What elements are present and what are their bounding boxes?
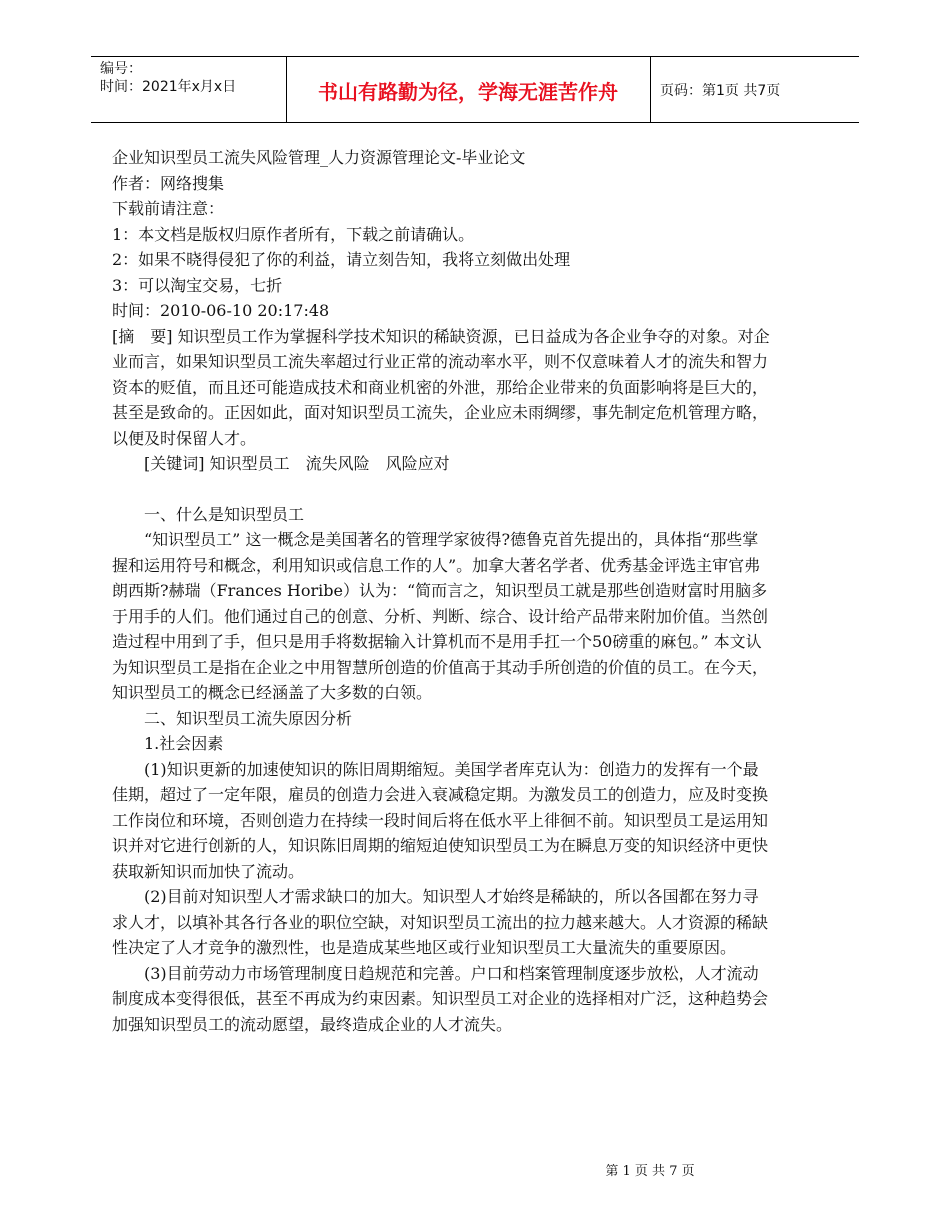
doc-time: 时间：2010-06-10 20:17:48 <box>112 301 330 320</box>
footer-page-number: 第 1 页 共 7 页 <box>605 1164 695 1179</box>
header-number-label: 编号： <box>100 61 142 77</box>
header-motto: 书山有路勤为径，学海无涯苦作舟 <box>318 80 618 104</box>
page-footer <box>0 1160 950 1179</box>
doc-author: 作者：网络搜集 <box>112 173 225 193</box>
header-divider-right <box>650 56 651 122</box>
paragraph-3: (3)目前劳动力市场管理制度日趋规范和完善。户口和档案管理制度逐步放松，人才流动制度成本变得很低，甚至不再成为约束因素。知识型员工对企业的选择相对广泛，这种趋势会加强知识型员工的流动愿望，最终造成企业的人才流失。 <box>112 963 769 1034</box>
header-time-label: 时间：2021年x月x日 <box>100 79 237 95</box>
paragraph-2: (2)目前对知识型人才需求缺口的加大。知识型人才始终是稀缺的，所以各国都在努力寻求人才，以填补其各行各业的职位空缺，对知识型员工流出的拉力越来越大。人才资源的稀缺性决定了人才竞争的激烈性，也是造成某些地区或行业知识型员工大量流失的重要原因。 <box>112 887 769 957</box>
notice-item-2: 2：如果不晓得侵犯了你的利益，请立刻告知，我将立刻做出处理 <box>112 250 571 269</box>
paragraph-1: (1)知识更新的加速使知识的陈旧周期缩短。美国学者库克认为：创造力的发挥有一个最佳期，超过了一定年限，雇员的创造力会进入衰减稳定期。为激发员工的创造力，应及时变换工作岗位和环境，否则创造力在持续一段时间后将在低水平上徘徊不前。知识型员工是运用知识并对它进行创新的人，知识陈旧周期的缩短迫使知识型员工为在瞬息万变的知识经济中更快获取新知识而加快了流动。 <box>112 759 769 881</box>
header-page-info: 页码：第1页 共7页 <box>660 83 781 99</box>
abstract-paragraph: [摘 要] 知识型员工作为掌握科学技术知识的稀缺资源，已日益成为各企业争夺的对象。对企业而言，如果知识型员工流失率超过行业正常的流动率水平，则不仅意味着人才的流失和智力资本的贬值，而且还可能造成技术和商业机密的外泄，那给企业带来的负面影响将是巨大的，甚至是致命的。正因如此，面对知识型员工流失，企业应未雨绸缪，事先制定危机管理方略，以便及时保留人才。 <box>112 326 770 448</box>
header-meta <box>100 60 236 96</box>
notice-item-3: 3：可以淘宝交易，七折 <box>112 275 283 295</box>
section-1-paragraph: “知识型员工” 这一概念是美国著名的管理学家彼得?德鲁克首先提出的，具体指“那些掌握和运用符号和概念，利用知识或信息工作的人”。加拿大著名学者、优秀基金评选主审官弗朗西斯?赫瑞（Frances Horibe）认为：“简而言之，知识型员工就是那些创造财富时用脑多于用手的人们。他们通过自己的创意、分析、判断、综合、设计给产品带来附加价值。当然创造过程中用到了手，但只是用手将数据输入计算机而不是用手扛一个50磅重的麻包。” 本文认为知识型员工是指在企业之中用智慧所创造的价值高于其动手所创造的价值的员工。在今天，知识型员工的概念已经涵盖了大多数的白领。 <box>112 530 769 702</box>
section-1-title: 一、什么是知识型员工 <box>144 504 305 524</box>
header-bottom-rule <box>91 122 859 123</box>
keywords-line: [关键词] 知识型员工 流失风险 风险应对 <box>144 454 450 473</box>
section-2-title: 二、知识型员工流失原因分析 <box>144 708 353 728</box>
notice-item-1: 1：本文档是版权归原作者所有，下载之前请确认。 <box>112 224 475 244</box>
blank-line <box>112 477 772 502</box>
doc-title: 企业知识型员工流失风险管理_人力资源管理论文-毕业论文 <box>112 148 526 167</box>
section-2-subtitle-1: 1.社会因素 <box>144 734 224 753</box>
document-body <box>112 145 772 1037</box>
header-top-rule <box>91 56 859 57</box>
notice-title: 下载前请注意： <box>112 199 225 218</box>
